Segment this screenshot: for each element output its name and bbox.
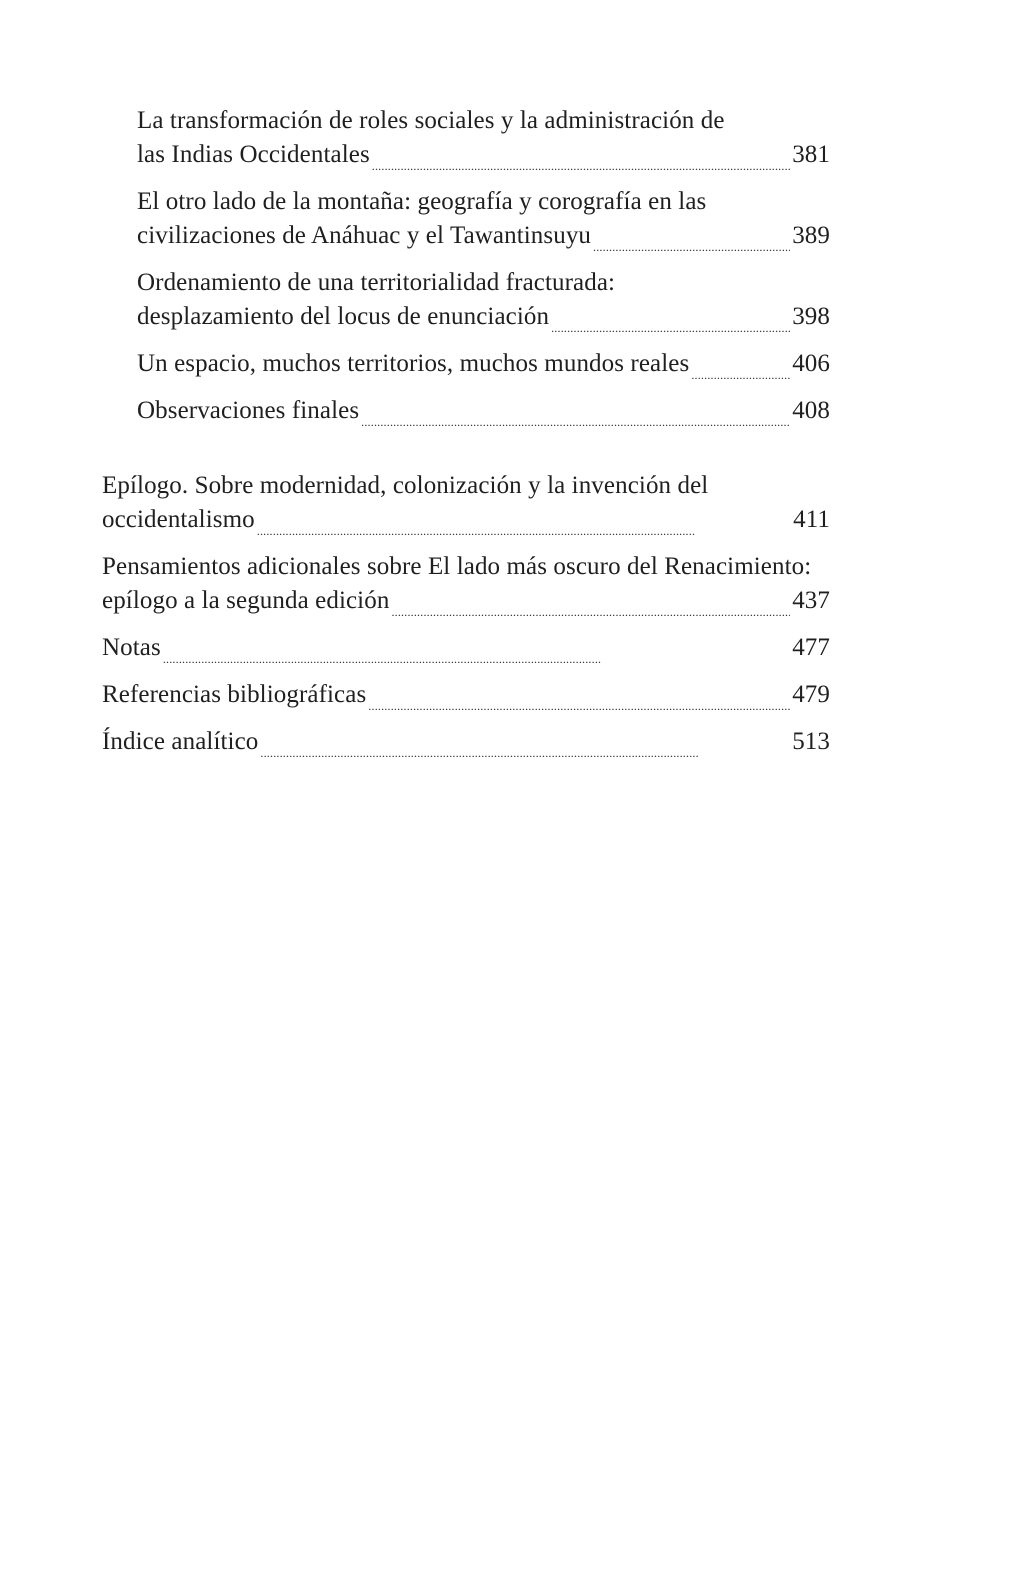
toc-entry-title-line: La transformación de roles sociales y la administración de <box>137 107 725 134</box>
toc-entry[interactable] <box>137 185 830 256</box>
toc-page-number: 479 <box>792 681 830 708</box>
toc-entry-title: Un espacio, muchos territorios, muchos mundos reales <box>137 350 690 377</box>
toc-entry[interactable] <box>102 725 830 762</box>
dot-leader <box>372 141 790 175</box>
dot-leader <box>257 506 791 540</box>
dot-leader <box>593 222 790 256</box>
toc-page-number: 411 <box>793 506 830 533</box>
toc-entry-title-line: El otro lado de la montaña: geografía y corografía en las <box>137 188 707 215</box>
toc-entry-title: Referencias bibliográficas <box>102 681 367 708</box>
toc-entry[interactable] <box>102 678 830 715</box>
toc-entry[interactable] <box>137 347 830 384</box>
toc-page-number: 437 <box>792 587 830 614</box>
toc-entry-title: Observaciones finales <box>137 397 360 424</box>
toc-entry[interactable] <box>102 469 830 540</box>
toc-page-number: 406 <box>792 350 830 377</box>
dot-leader <box>163 634 790 668</box>
toc-entry-title-line: Ordenamiento de una territorialidad fracturada: <box>137 269 616 296</box>
toc-entry[interactable] <box>102 631 830 668</box>
toc-page-number: 477 <box>792 634 830 661</box>
toc-entry-title: las Indias Occidentales <box>137 141 370 168</box>
toc-entry-title: desplazamiento del locus de enunciación <box>137 303 550 330</box>
toc-entry[interactable] <box>137 394 830 431</box>
toc-page-number: 389 <box>792 222 830 249</box>
toc-entry-title: occidentalismo <box>102 506 255 533</box>
toc-entry-title: epílogo a la segunda edición <box>102 587 390 614</box>
toc-entry-title: civilizaciones de Anáhuac y el Tawantinsuyu <box>137 222 592 249</box>
toc-entry-title: Notas <box>102 634 161 661</box>
toc-page-number: 513 <box>792 728 830 755</box>
toc-entry[interactable] <box>137 266 830 337</box>
toc-page-number: 398 <box>792 303 830 330</box>
dot-leader <box>361 397 790 431</box>
toc-entry[interactable] <box>137 104 830 175</box>
toc-entry[interactable] <box>102 550 830 621</box>
dot-leader <box>391 587 790 621</box>
toc-entry-title-line: Pensamientos adicionales sobre El lado más oscuro del Renacimiento: <box>102 553 812 580</box>
dot-leader <box>260 728 790 762</box>
toc-page-number: 408 <box>792 397 830 424</box>
toc-entry-title-line: Epílogo. Sobre modernidad, colonización y la invención del <box>102 472 709 499</box>
toc-entry-title: Índice analítico <box>102 728 259 755</box>
dot-leader <box>691 350 790 384</box>
dot-leader <box>368 681 790 715</box>
dot-leader <box>551 303 790 337</box>
toc-page-number: 381 <box>792 141 830 168</box>
